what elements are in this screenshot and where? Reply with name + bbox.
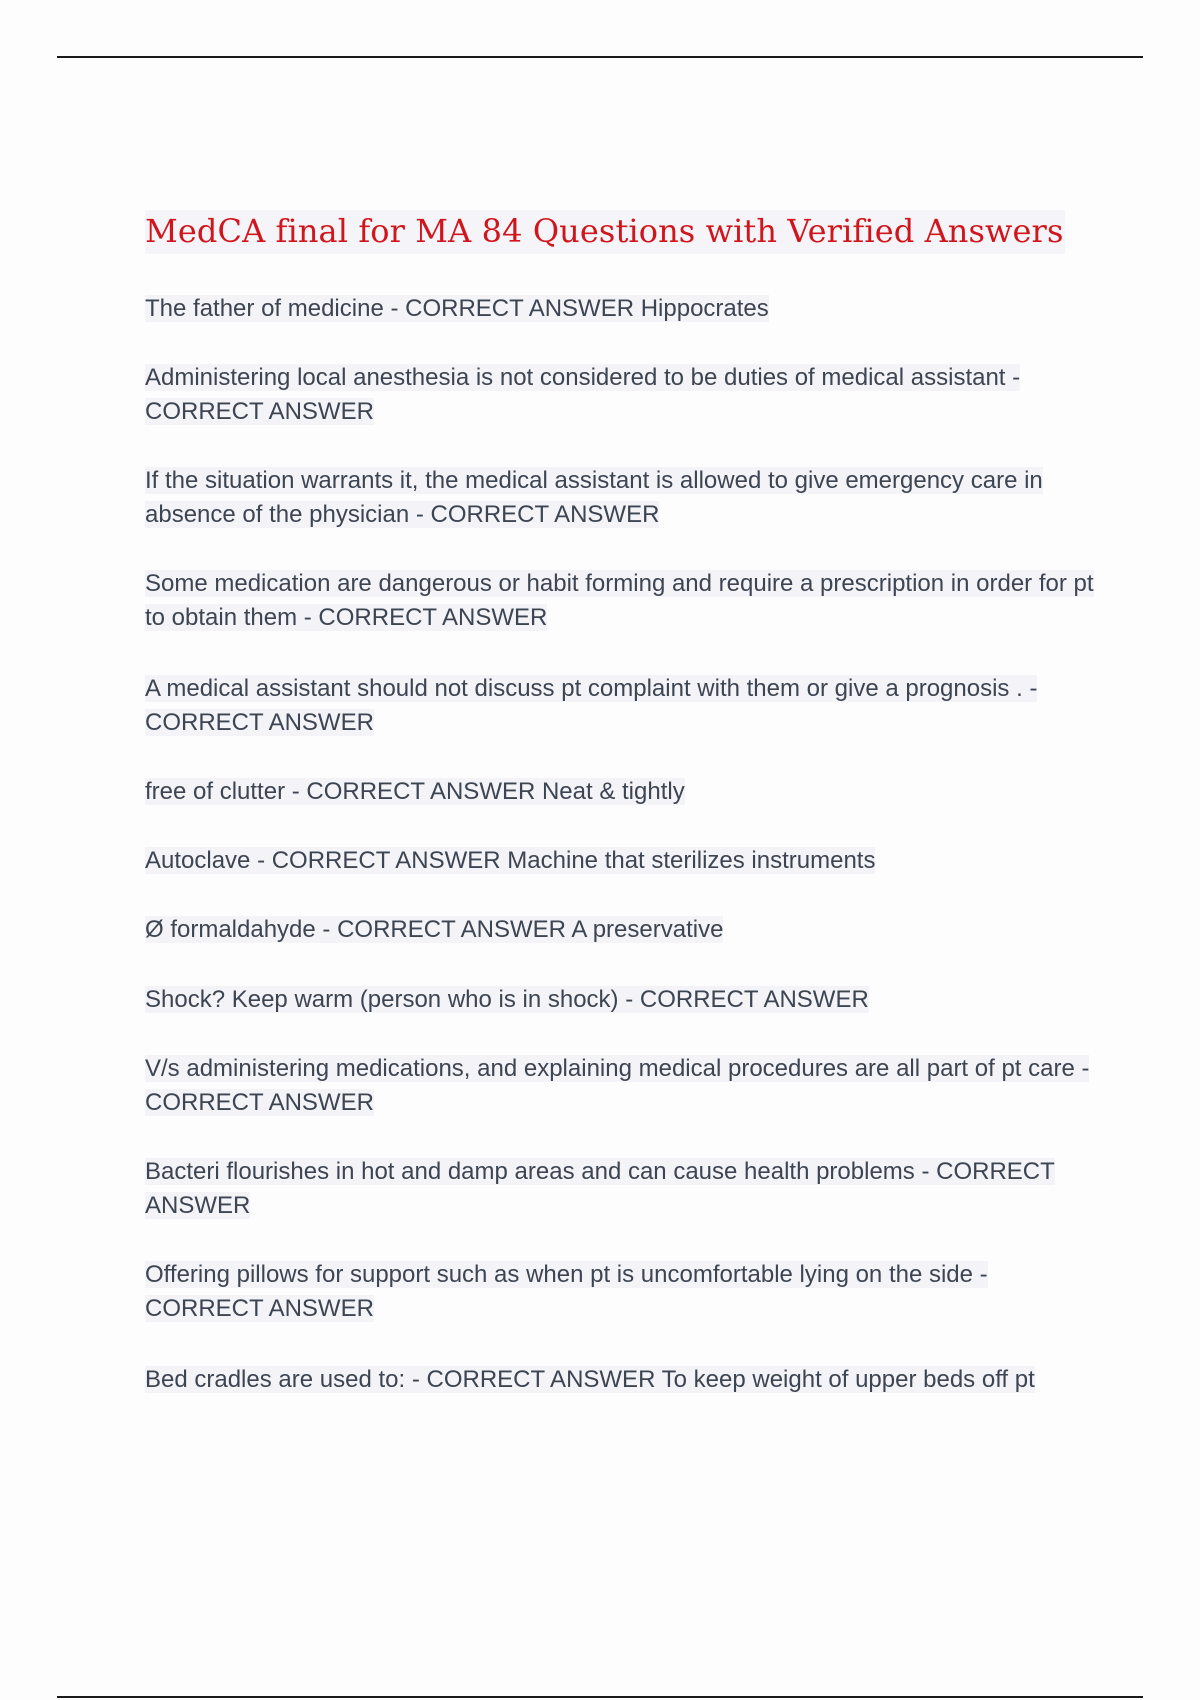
qa-item-text: free of clutter - CORRECT ANSWER Neat & tightly (145, 778, 685, 805)
qa-item (145, 567, 1100, 635)
qa-item (145, 292, 1100, 326)
qa-item (145, 464, 1100, 532)
top-divider (57, 56, 1143, 58)
qa-item (145, 672, 1100, 740)
qa-item (145, 983, 1100, 1017)
qa-item-text: Bed cradles are used to: - CORRECT ANSWER To keep weight of upper beds off pt (145, 1366, 1035, 1393)
qa-item (145, 775, 1100, 809)
qa-item (145, 1363, 1100, 1397)
qa-item-text: The father of medicine - CORRECT ANSWER Hippocrates (145, 295, 769, 322)
qa-item-text: Administering local anesthesia is not considered to be duties of medical assistant - CORRECT ANSWER (145, 364, 1021, 425)
qa-item-text: V/s administering medications, and explaining medical procedures are all part of pt care - CORRECT ANSWER (145, 1055, 1090, 1116)
qa-item-text: Autoclave - CORRECT ANSWER Machine that sterilizes instruments (145, 847, 876, 874)
bottom-divider (57, 1696, 1143, 1698)
qa-item-text: A medical assistant should not discuss pt complaint with them or give a prognosis . - CORRECT ANSWER (145, 675, 1038, 736)
qa-item-text: Offering pillows for support such as when pt is uncomfortable lying on the side - CORRECT ANSWER (145, 1261, 988, 1322)
qa-item-text: Some medication are dangerous or habit forming and require a prescription in order for pt to obtain them - CORRECT ANSWER (145, 570, 1094, 631)
qa-item (145, 913, 1100, 947)
qa-item-text: Shock? Keep warm (person who is in shock) - CORRECT ANSWER (145, 986, 869, 1013)
qa-item (145, 1258, 1100, 1326)
qa-item-text: Ø formaldahyde - CORRECT ANSWER A preservative (145, 916, 724, 943)
qa-item (145, 844, 1100, 878)
qa-item (145, 1155, 1100, 1223)
qa-item-text: If the situation warrants it, the medical assistant is allowed to give emergency care in absence of the physician - CORRECT ANSWER (145, 467, 1043, 528)
qa-item (145, 361, 1100, 429)
qa-item (145, 1052, 1100, 1120)
qa-item-text: Bacteri flourishes in hot and damp areas and can cause health problems - CORRECT ANSWER (145, 1158, 1055, 1219)
document-title: MedCA final for MA 84 Questions with Verified Answers (145, 210, 1065, 254)
